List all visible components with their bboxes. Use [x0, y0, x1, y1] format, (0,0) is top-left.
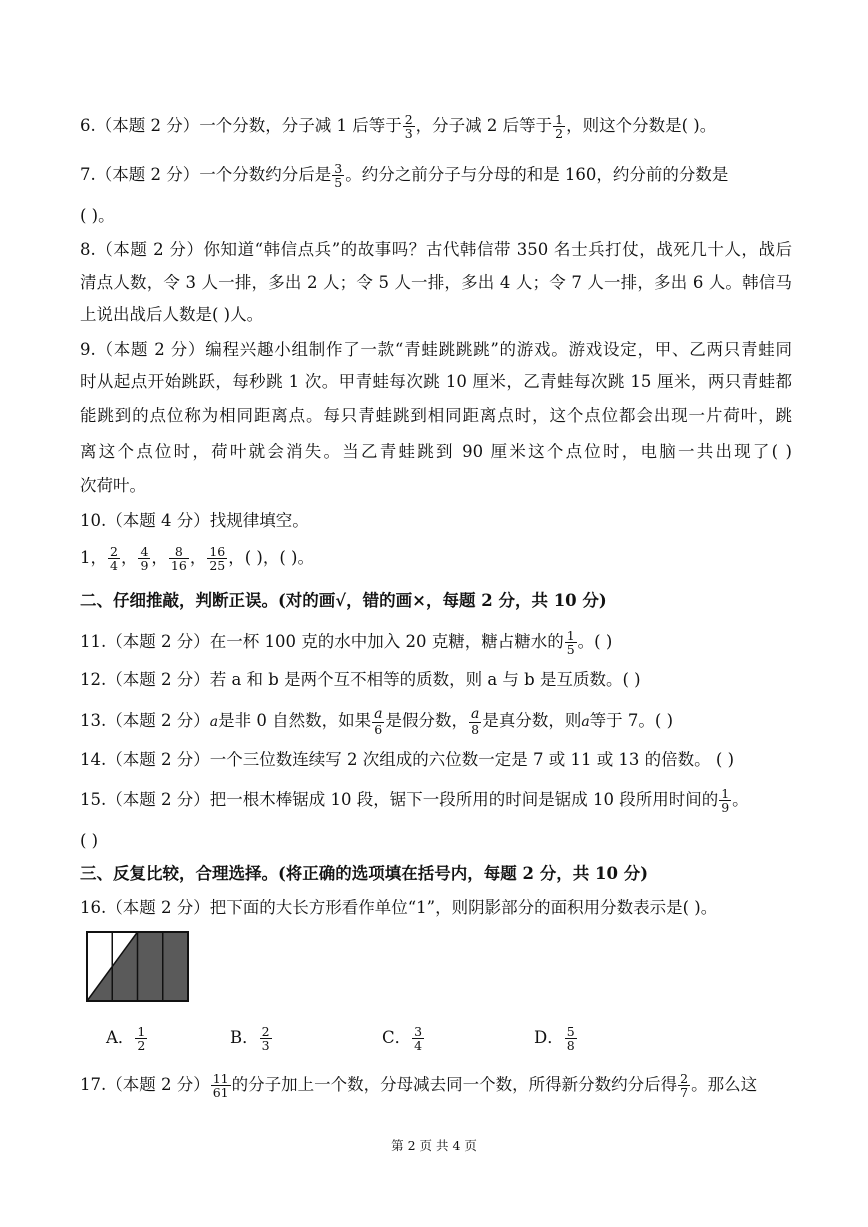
question-15: 15.（本题 2 分）把一根木棒锯成 10 段，锯下一段所用的时间是锯成 10 段所用时间的 $\frac{1}{9}$ 。	[80, 786, 749, 816]
option-b: B． $\frac{2}{3}$	[230, 1023, 270, 1053]
fraction: $\frac{2}{3}$	[404, 112, 413, 142]
question-12: 12.（本题 2 分）若 a 和 b 是两个互不相等的质数，则 a 与 b 是互质数。( )	[80, 670, 641, 689]
q9-line-1: 9.（本题 2 分）编程兴趣小组制作了一款“青蛙跳跳跳”的游戏。游戏设定，甲、乙两只青蛙同	[80, 340, 792, 359]
fraction: $\frac{2}{3}$	[261, 1023, 270, 1053]
section-2-title: 二、仔细推敲，判断正误。(对的画√，错的画×，每题 2 分，共 10 分)	[80, 591, 607, 610]
q9-line-5: 次荷叶。	[80, 476, 146, 495]
fraction: $\frac{2}{7}$	[680, 1071, 689, 1101]
question-13: 13.（本题 2 分）a是非 0 自然数，如果 $\frac{a}{6}$ 是假分数， $\frac{a}{8}$ 是真分数，则a等于 7。( )	[80, 706, 674, 737]
fraction: $\frac{1}{5}$	[566, 628, 575, 658]
question-11: 11.（本题 2 分）在一杯 100 克的水中加入 20 克糖，糖占糖水的 $\frac{1}{5}$ 。( )	[80, 628, 613, 658]
q9-line-3: 能跳到的点位称为相同距离点。每只青蛙跳到相同距离点时，这个点位都会出现一片荷叶，跳	[80, 406, 792, 425]
fraction: $\frac{a}{8}$	[470, 706, 480, 737]
question-14: 14.（本题 2 分）一个三位数连续写 2 次组成的六位数一定是 7 或 11 或 13 的倍数。 ( )	[80, 750, 735, 769]
q8-line-3: 上说出战后人数是( )人。	[80, 305, 264, 324]
option-c: C． $\frac{3}{4}$	[382, 1023, 423, 1053]
q15-answer-line: ( )	[80, 831, 99, 850]
fraction: $\frac{4}{9}$	[140, 544, 149, 574]
fraction: $\frac{5}{8}$	[566, 1023, 575, 1053]
q7-answer-line: ( )。	[80, 206, 115, 225]
option-d: D． $\frac{5}{8}$	[534, 1023, 575, 1053]
fraction: $\frac{a}{6}$	[374, 706, 383, 737]
question-7	[80, 162, 792, 189]
q9-line-2: 时从起点开始跳跃，每秒跳 1 次。甲青蛙每次跳 10 厘米，乙青蛙每次跳 15 厘米，两只青蛙都	[80, 372, 792, 391]
fraction: $\frac{3}{4}$	[414, 1023, 423, 1053]
q10-sequence: 1， $\frac{2}{4}$ ， $\frac{4}{9}$ ， $\frac{8}{16}$ ， $\frac{16}{25}$ ，( )，( )。	[80, 544, 314, 574]
q8-line-2: 清点人数，令 3 人一排，多出 2 人；令 5 人一排，多出 4 人；令 7 人一排，多出 6 人。韩信马	[80, 273, 792, 292]
rectangle-diagram	[86, 931, 190, 1005]
fraction: $\frac{1}{9}$	[721, 786, 730, 816]
question-17: 17.（本题 2 分） $\frac{11}{61}$ 的分子加上一个数，分母减去同一个数，所得新分数约分后得 $\frac{2}{7}$ 。那么这	[80, 1071, 758, 1101]
option-a: A． $\frac{1}{2}$	[106, 1023, 146, 1053]
section-3-title: 三、反复比较，合理选择。(将正确的选项填在括号内，每题 2 分，共 10 分)	[80, 864, 649, 883]
fraction: $\frac{8}{16}$	[170, 544, 187, 574]
q9-line-4: 离这个点位时，荷叶就会消失。当乙青蛙跳到 90 厘米这个点位时，电脑一共出现了( )	[80, 442, 792, 461]
question-16: 16.（本题 2 分）把下面的大长方形看作单位“1”，则阴影部分的面积用分数表示是( )。	[80, 898, 718, 917]
q8-line-1: 8.（本题 2 分）你知道“韩信点兵”的故事吗？古代韩信带 350 名士兵打仗，战死几十人，战后	[80, 240, 792, 259]
fraction: $\frac{2}{4}$	[110, 544, 118, 574]
q7-text-tail: 。约分之前分子与分母的和是 160，约分前的分数是	[345, 165, 729, 185]
q6-text-mid: ，分子减 2 后等于	[415, 116, 553, 136]
q7-text-lead: 7.（本题 2 分）一个分数约分后是	[80, 165, 332, 185]
page-footer: 第 2 页 共 4 页	[391, 1138, 477, 1153]
q6-text-tail: ，则这个分数是( )。	[566, 116, 717, 136]
fraction: $\frac{16}{25}$	[209, 544, 226, 574]
fraction: $\frac{1}{2}$	[555, 112, 564, 142]
fraction: $\frac{1}{2}$	[137, 1023, 146, 1053]
q6-text-lead: 6.（本题 2 分）一个分数，分子减 1 后等于	[80, 116, 402, 136]
fraction: $\frac{3}{5}$	[334, 161, 343, 191]
q10-line-1: 10.（本题 4 分）找规律填空。	[80, 511, 309, 530]
fraction: $\frac{11}{61}$	[212, 1071, 229, 1101]
question-6	[80, 113, 792, 140]
